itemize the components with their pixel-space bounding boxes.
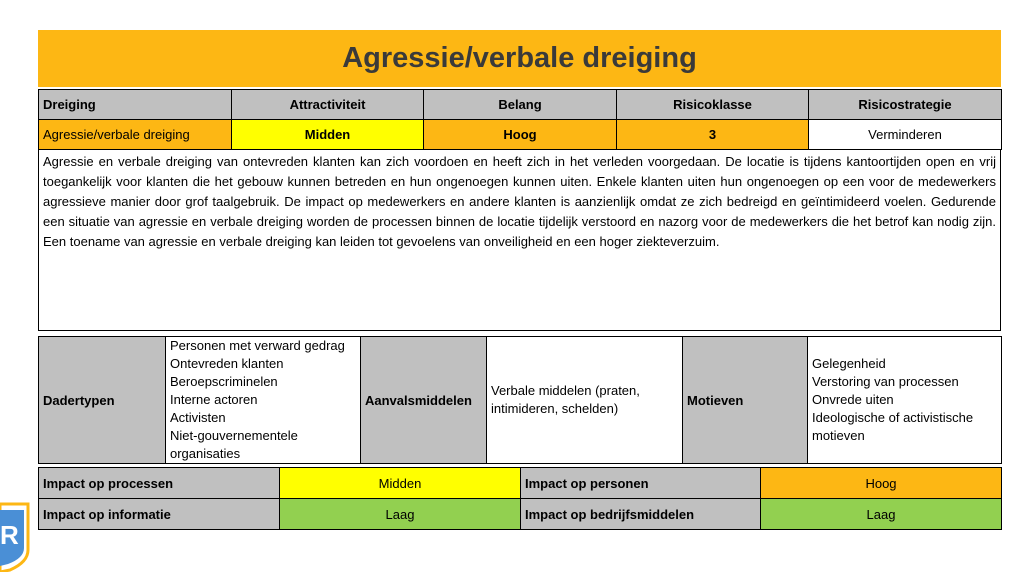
logo-shield-icon	[0, 500, 32, 572]
motieven-label: Motieven	[683, 337, 808, 464]
description-text: Agressie en verbale dreiging van ontevreden klanten kan zich voordoen en heeft zich in het verleden voorgedaan. De locatie is tijdens kantoortijden open en vrij toegankelijk voor klanten die het gebouw kunnen betreden en hun ongenoegen kunnen uiten. Enkele klanten uiten hun ongenoegen op een voor de medewerkers agressieve manier door grof taalgebruik. De impact op medewerkers en andere klanten is aanzienlijk omdat ze zich bedreigd en geïntimideerd voelen. Gedurende een situatie van agressie en verbale dreiging worden de processen binnen de locatie tijdelijk verstoord en nazorg voor de medewerkers die het betrof kan nodig zijn. Een toename van agressie en verbale dreiging kan leiden tot gevoelens van onveiligheid en een hoger ziekteverzuim.	[38, 149, 1001, 331]
impact-row	[39, 499, 1002, 530]
impact-bedrijfsmiddelen-value: Laag	[761, 499, 1002, 530]
impact-bedrijfsmiddelen-label: Impact op bedrijfsmiddelen	[521, 499, 761, 530]
dadertypen-list	[166, 337, 361, 464]
list-item: Interne actoren	[170, 392, 258, 407]
header-risicoklasse: Risicoklasse	[617, 90, 809, 120]
page-title: Agressie/verbale dreiging	[38, 30, 1001, 87]
list-item: Onvrede uiten	[812, 392, 894, 407]
header-attractiviteit: Attractiviteit	[232, 90, 424, 120]
impact-table	[38, 467, 1002, 530]
impact-processen-label: Impact op processen	[39, 468, 280, 499]
impact-personen-label: Impact op personen	[521, 468, 761, 499]
impact-personen-value: Hoog	[761, 468, 1002, 499]
list-item: Verstoring van processen	[812, 374, 959, 389]
value-risicostrategie: Verminderen	[809, 120, 1002, 150]
list-item: Niet-gouvernementele organisaties	[170, 428, 298, 461]
risk-value-row	[39, 120, 1002, 150]
list-item: Activisten	[170, 410, 226, 425]
list-item: Beroepscriminelen	[170, 374, 278, 389]
aanvalsmiddelen-label: Aanvalsmiddelen	[361, 337, 487, 464]
impact-informatie-label: Impact op informatie	[39, 499, 280, 530]
value-dreiging: Agressie/verbale dreiging	[39, 120, 232, 150]
header-risicostrategie: Risicostrategie	[809, 90, 1002, 120]
actors-table	[38, 336, 1002, 464]
impact-row	[39, 468, 1002, 499]
risk-header-row	[39, 90, 1002, 120]
list-item: Ideologische of activistische motieven	[812, 410, 974, 443]
aanvalsmiddelen-value: Verbale middelen (praten, intimideren, schelden)	[487, 337, 683, 464]
impact-processen-value: Midden	[280, 468, 521, 499]
list-item: Ontevreden klanten	[170, 356, 284, 371]
logo-letter: R	[0, 520, 19, 550]
motieven-list	[808, 337, 1002, 464]
dadertypen-label: Dadertypen	[39, 337, 166, 464]
value-risicoklasse: 3	[617, 120, 809, 150]
list-item: Personen met verward gedrag	[170, 338, 345, 353]
header-dreiging: Dreiging	[39, 90, 232, 120]
header-belang: Belang	[424, 90, 617, 120]
risk-table	[38, 89, 1002, 150]
value-attractiviteit: Midden	[232, 120, 424, 150]
value-belang: Hoog	[424, 120, 617, 150]
list-item: Gelegenheid	[812, 356, 886, 371]
impact-informatie-value: Laag	[280, 499, 521, 530]
